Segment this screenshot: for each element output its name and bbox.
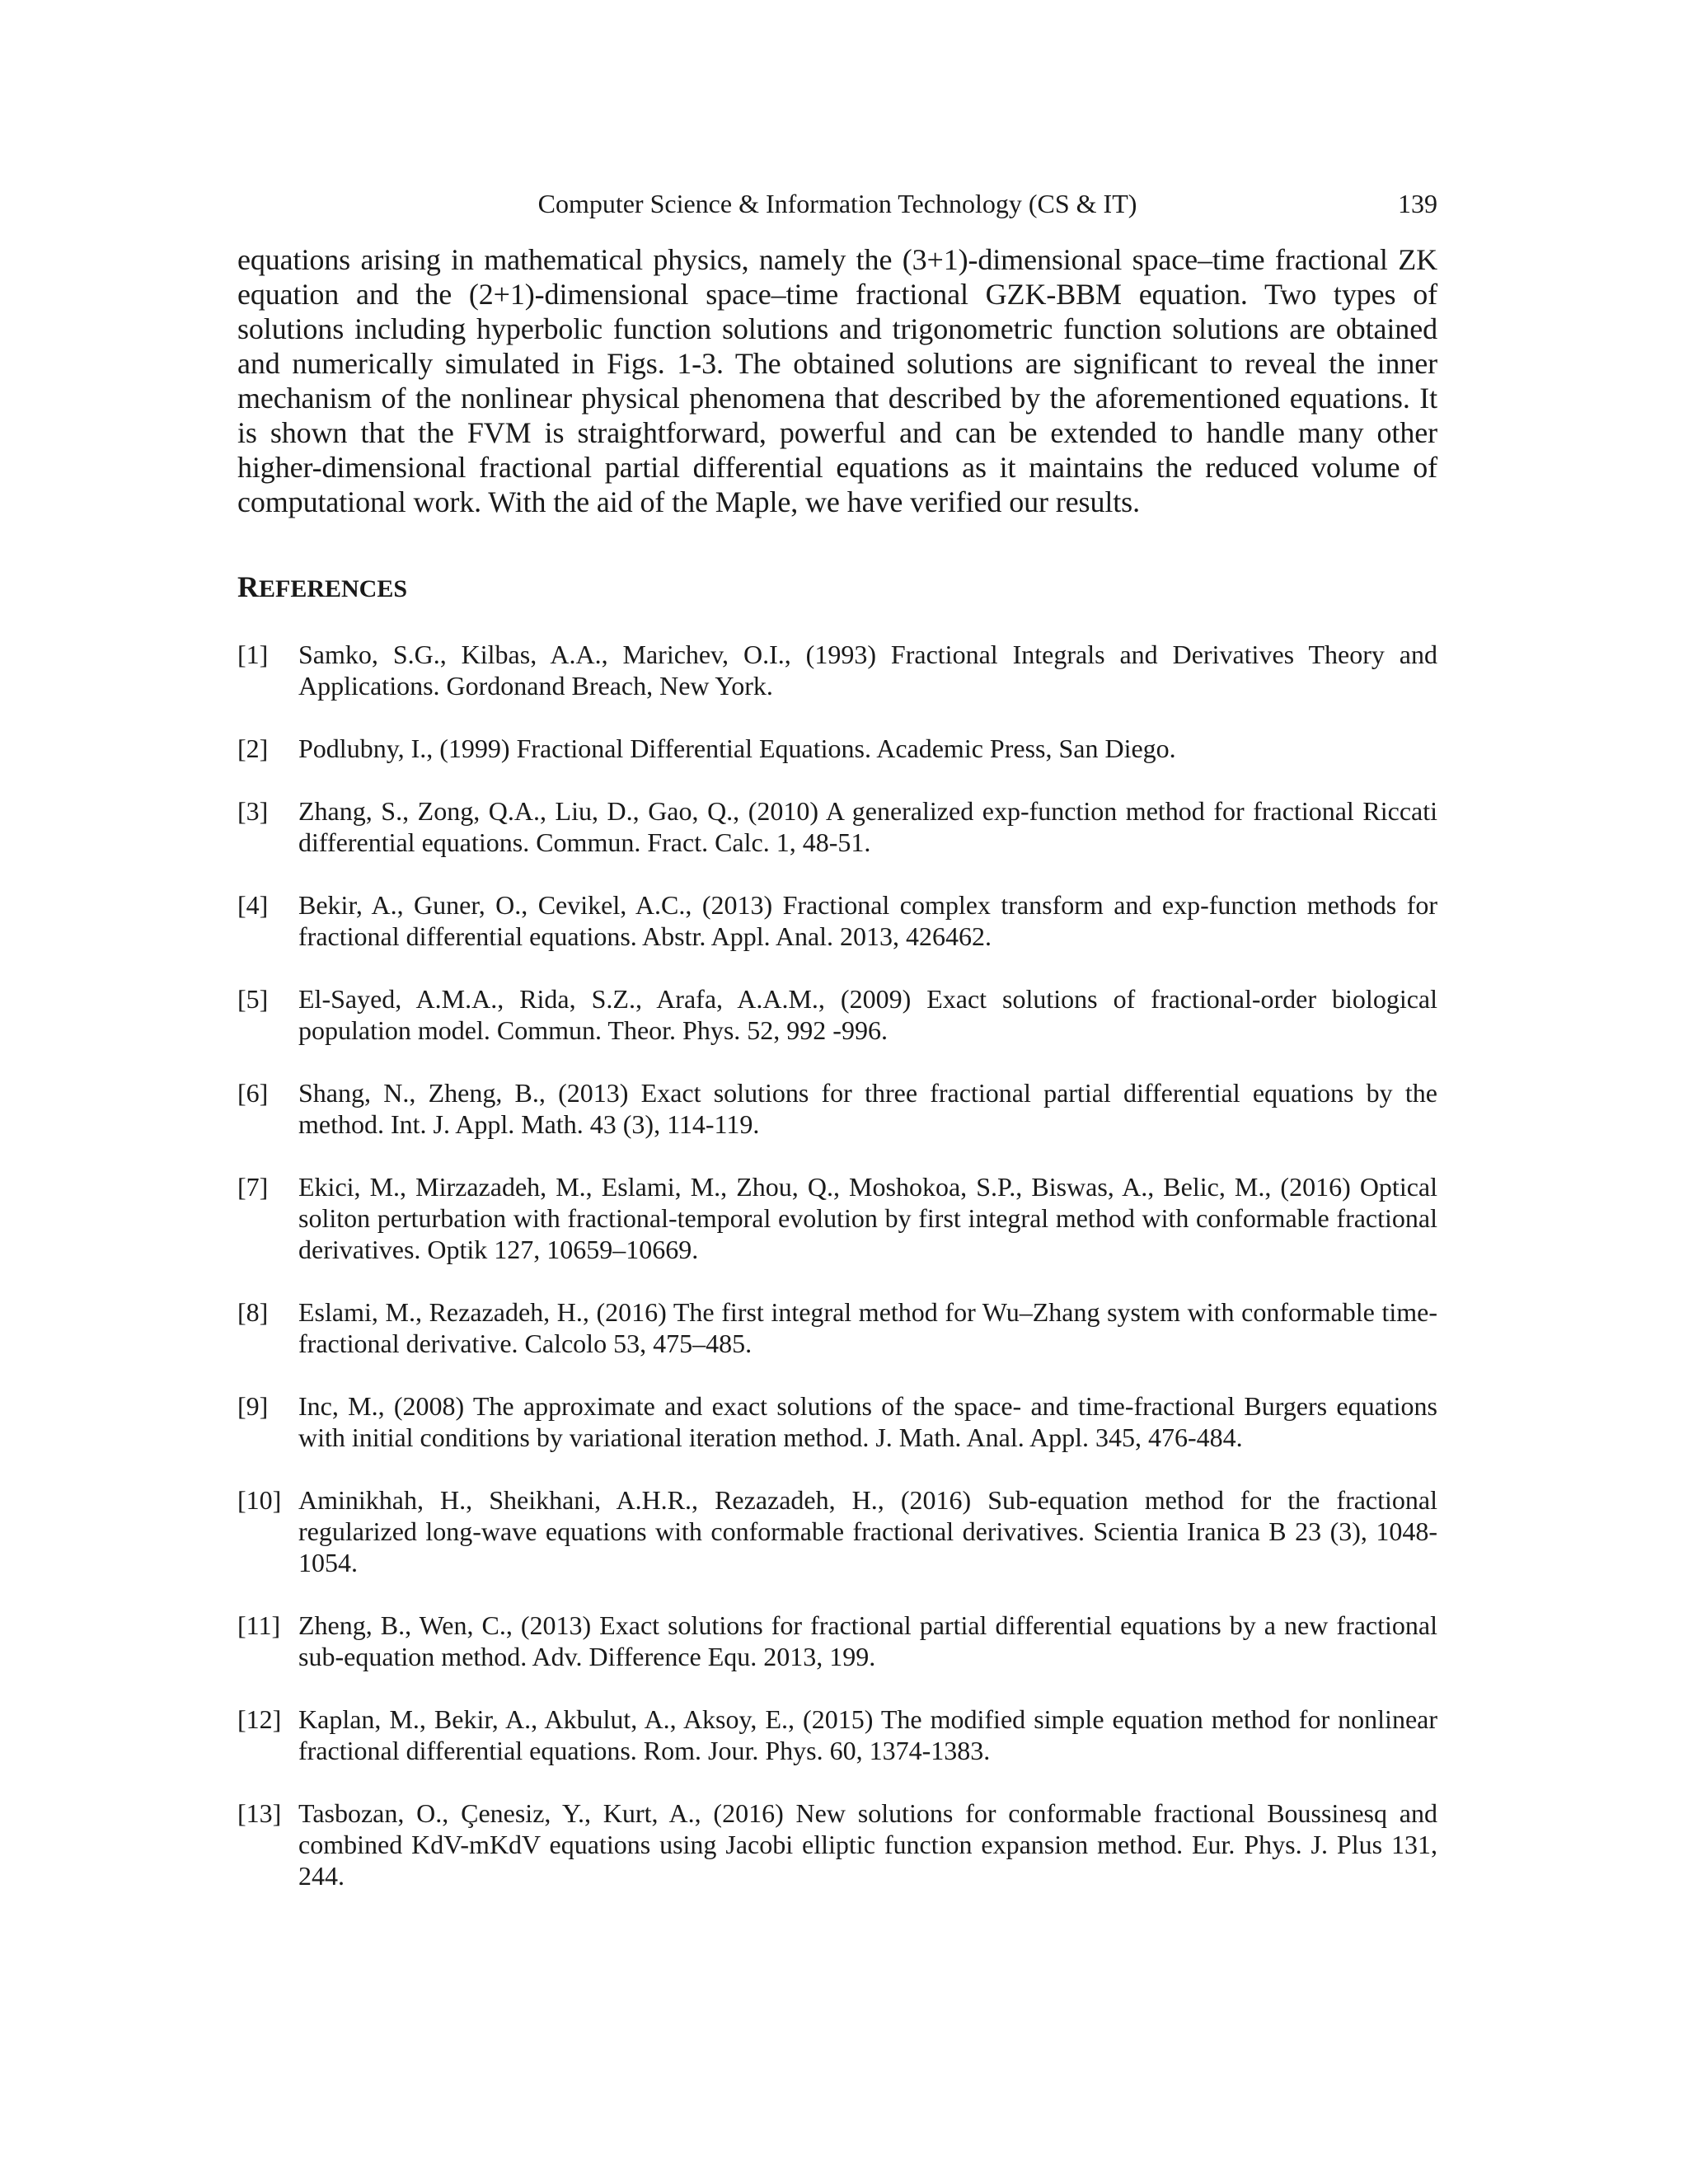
reference-number: [9]	[237, 1391, 269, 1421]
reference-number: [12]	[237, 1704, 282, 1734]
reference-text: Kaplan, M., Bekir, A., Akbulut, A., Aksoy, E., (2015) The modified simple equation method for nonlinear fractional differential equations. Rom. Jour. Phys. 60, 1374-1383.	[298, 1704, 1437, 1765]
reference-number: [1]	[237, 640, 269, 669]
reference-text: Zhang, S., Zong, Q.A., Liu, D., Gao, Q., (2010) A generalized exp-function method for fractional Riccati differential equations. Commun. Fract. Calc. 1, 48-51.	[298, 796, 1437, 857]
reference-text: El-Sayed, A.M.A., Rida, S.Z., Arafa, A.A.M., (2009) Exact solutions of fractional-order biological population model. Commun. Theor. Phys. 52, 992 -996.	[298, 984, 1437, 1045]
reference-text: Eslami, M., Rezazadeh, H., (2016) The first integral method for Wu–Zhang system with conformable time-fractional derivative. Calcolo 53, 475–485.	[298, 1297, 1437, 1358]
reference-item	[237, 1296, 1437, 1359]
reference-number: [8]	[237, 1297, 269, 1327]
reference-item	[237, 1171, 1437, 1265]
reference-text: Tasbozan, O., Çenesiz, Y., Kurt, A., (2016) New solutions for conformable fractional Boussinesq and combined KdV-mKdV equations using Jacobi elliptic function expansion method. Eur. Phys. J. Plus 131, 244.	[298, 1798, 1437, 1891]
references-heading	[237, 569, 1437, 607]
reference-number: [10]	[237, 1485, 282, 1515]
reference-number: [11]	[237, 1610, 281, 1640]
running-title: Computer Science & Information Technology (CS & IT)	[537, 189, 1137, 218]
reference-item	[237, 1610, 1437, 1672]
reference-text: Inc, M., (2008) The approximate and exact solutions of the space- and time-fractional Burgers equations with initial conditions by variational iteration method. J. Math. Anal. Appl. 345, 476-484.	[298, 1391, 1437, 1452]
reference-number: [5]	[237, 984, 269, 1014]
references-heading-initial: R	[237, 570, 259, 603]
reference-number: [13]	[237, 1798, 282, 1828]
references-heading-rest: EFERENCES	[259, 575, 408, 602]
reference-item	[237, 1797, 1437, 1891]
reference-item	[237, 733, 1437, 764]
reference-number: [3]	[237, 796, 269, 826]
reference-item	[237, 795, 1437, 858]
reference-text: Bekir, A., Guner, O., Cevikel, A.C., (2013) Fractional complex transform and exp-function methods for fractional differential equations. Abstr. Appl. Anal. 2013, 426462.	[298, 890, 1437, 951]
reference-text: Ekici, M., Mirzazadeh, M., Eslami, M., Zhou, Q., Moshokoa, S.P., Biswas, A., Belic, M., (2016) Optical soliton perturbation with fractional-temporal evolution by first integral method with conformable fractional derivatives. Optik 127, 10659–10669.	[298, 1172, 1437, 1264]
reference-text: Zheng, B., Wen, C., (2013) Exact solutions for fractional partial differential equations by a new fractional sub-equation method. Adv. Difference Equ. 2013, 199.	[298, 1610, 1437, 1671]
reference-item	[237, 1484, 1437, 1578]
reference-text: Aminikhah, H., Sheikhani, A.H.R., Rezazadeh, H., (2016) Sub-equation method for the fractional regularized long-wave equations with conformable fractional derivatives. Scientia Iranica B 23 (3), 1048-1054.	[298, 1485, 1437, 1577]
reference-text: Samko, S.G., Kilbas, A.A., Marichev, O.I., (1993) Fractional Integrals and Derivatives Theory and Applications. Gordonand Breach, New York.	[298, 640, 1437, 701]
reference-number: [4]	[237, 890, 269, 920]
reference-item	[237, 889, 1437, 952]
reference-list	[237, 639, 1437, 1891]
reference-number: [6]	[237, 1078, 269, 1108]
paper-page	[237, 183, 1437, 1923]
reference-text: Podlubny, I., (1999) Fractional Differential Equations. Academic Press, San Diego.	[298, 733, 1176, 763]
reference-item	[237, 1704, 1437, 1766]
reference-item	[237, 1390, 1437, 1453]
reference-number: [7]	[237, 1172, 269, 1202]
reference-number: [2]	[237, 733, 269, 763]
conclusion-paragraph: equations arising in mathematical physics, namely the (3+1)-dimensional space–time fractional ZK equation and the (2+1)-dimensional space–time fractional GZK-BBM equation. Two types of solutions including hyperbolic function solutions and trigonometric function solutions are obtained and numerically simulated in Figs. 1-3. The obtained solutions are significant to reveal the inner mechanism of the nonlinear physical phenomena that described by the aforementioned equations. It is shown that the FVM is straightforward, powerful and can be extended to handle many other higher-dimensional fractional partial differential equations as it maintains the reduced volume of computational work. With the aid of the Maple, we have verified our results.	[237, 243, 1437, 518]
reference-text: Shang, N., Zheng, B., (2013) Exact solutions for three fractional partial differential equations by the method. Int. J. Appl. Math. 43 (3), 114-119.	[298, 1078, 1437, 1139]
reference-item	[237, 983, 1437, 1046]
running-header	[237, 183, 1437, 224]
reference-item	[237, 1077, 1437, 1140]
page-number: 139	[1398, 189, 1437, 218]
reference-item	[237, 639, 1437, 701]
